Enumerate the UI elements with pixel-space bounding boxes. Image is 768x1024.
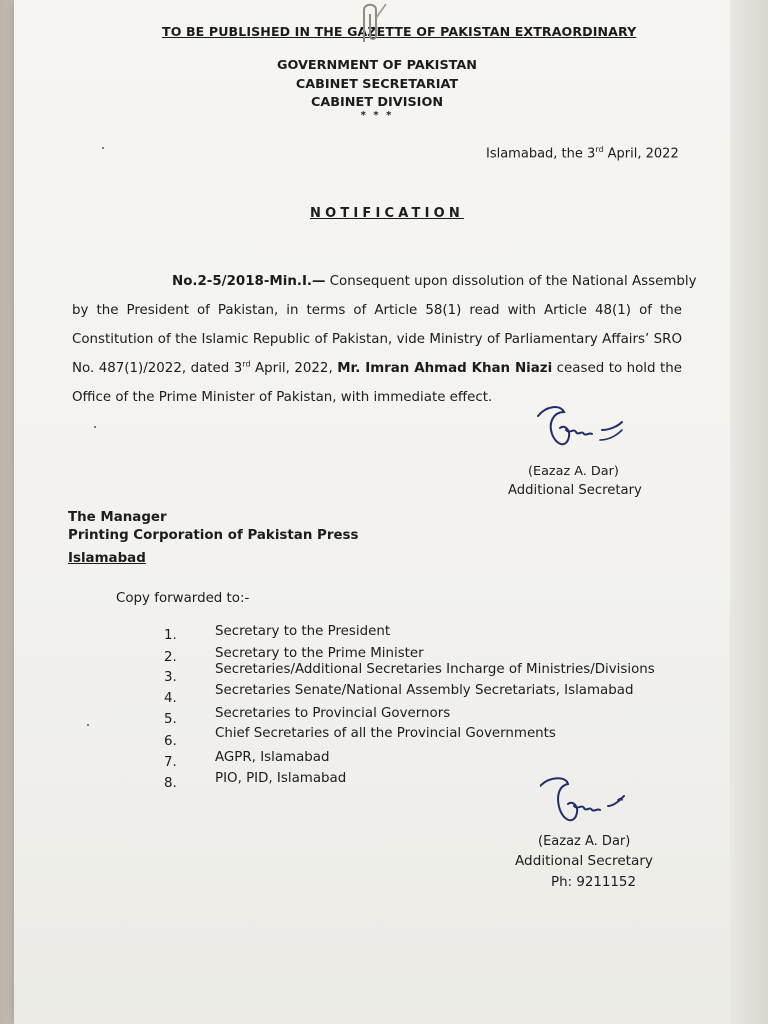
- copy-item: Secretaries Senate/National Assembly Secretariats, Islamabad: [215, 683, 634, 698]
- copy-item-number: 3.: [164, 670, 177, 685]
- recipient-line-1: The Manager: [68, 510, 167, 525]
- copy-item-number: 8.: [164, 776, 177, 791]
- notification-title: NOTIFICATION: [310, 206, 464, 221]
- dateline-suffix: April, 2022: [603, 146, 679, 162]
- reference-number: No.2-5/2018-Min.I.—: [172, 274, 326, 289]
- copy-item-number: 2.: [164, 650, 177, 665]
- signatory-1-name: (Eazaz A. Dar): [528, 464, 619, 479]
- copy-item: AGPR, Islamabad: [215, 750, 330, 765]
- body-text: No. 487(1)/2022, dated 3: [72, 361, 243, 376]
- speck: [87, 724, 89, 726]
- person-name: Mr. Imran Ahmad Khan Niazi: [337, 361, 553, 376]
- government-label: GOVERNMENT OF PAKISTAN: [276, 58, 478, 73]
- copy-item-number: 6.: [164, 734, 177, 749]
- body-line-4: [72, 354, 682, 383]
- signatory-2-phone: Ph: 9211152: [551, 875, 636, 890]
- copy-item: Secretary to the Prime Minister: [215, 646, 424, 661]
- dateline-prefix: Islamabad, the 3: [486, 146, 596, 162]
- recipient-line-2: Printing Corporation of Pakistan Press: [68, 528, 359, 543]
- gazette-heading: TO BE PUBLISHED IN THE GAZETTE OF PAKISTAN EXTRAORDINARY: [162, 24, 637, 39]
- body-sup: rd: [242, 359, 251, 369]
- signature-1: [530, 400, 630, 460]
- paper-clip-icon: [356, 0, 396, 44]
- signatory-2-designation: Additional Secretary: [515, 853, 653, 869]
- copy-item: Chief Secretaries of all the Provincial Governments: [215, 726, 556, 741]
- body-text: April, 2022,: [250, 361, 338, 376]
- separator-stars: * * *: [360, 110, 394, 121]
- copy-item: Secretaries/Additional Secretaries Incharge of Ministries/Divisions: [215, 662, 655, 677]
- signature-2: [540, 772, 640, 836]
- copy-item-number: 4.: [164, 691, 177, 706]
- copy-item-number: 7.: [164, 755, 177, 770]
- signatory-1-designation: Additional Secretary: [508, 483, 642, 498]
- speck: [102, 147, 104, 149]
- body-line-5: Office of the Prime Minister of Pakistan, with immediate effect.: [72, 390, 493, 405]
- notification-body: [72, 267, 697, 412]
- body-text: Consequent upon dissolution of the National Assembly: [325, 274, 697, 289]
- body-line-3: Constitution of the Islamic Republic of Pakistan, vide Ministry of Parliamentary Affairs’ SRO: [72, 332, 682, 347]
- recipient-line-3: Islamabad: [68, 551, 146, 566]
- body-line-2: by the President of Pakistan, in terms of Article 58(1) read with Article 48(1) of the: [72, 303, 682, 318]
- copy-item: Secretaries to Provincial Governors: [215, 706, 451, 721]
- dateline: [486, 145, 679, 161]
- signatory-2-name: (Eazaz A. Dar): [538, 834, 631, 849]
- speck: [94, 426, 96, 428]
- copy-item: PIO, PID, Islamabad: [215, 771, 347, 786]
- body-line-1: [72, 267, 697, 296]
- copy-forwarded-label: Copy forwarded to:-: [116, 591, 250, 606]
- body-text: ceased to hold the: [552, 361, 682, 376]
- copy-item: Secretary to the President: [215, 624, 391, 639]
- page-edge-shadow: [730, 0, 768, 1024]
- copy-item-number: 1.: [164, 628, 177, 643]
- dateline-sup: rd: [595, 145, 604, 154]
- copy-item-number: 5.: [164, 712, 177, 727]
- secretariat-label: CABINET SECRETARIAT: [295, 77, 459, 92]
- division-label: CABINET DIVISION: [310, 95, 444, 110]
